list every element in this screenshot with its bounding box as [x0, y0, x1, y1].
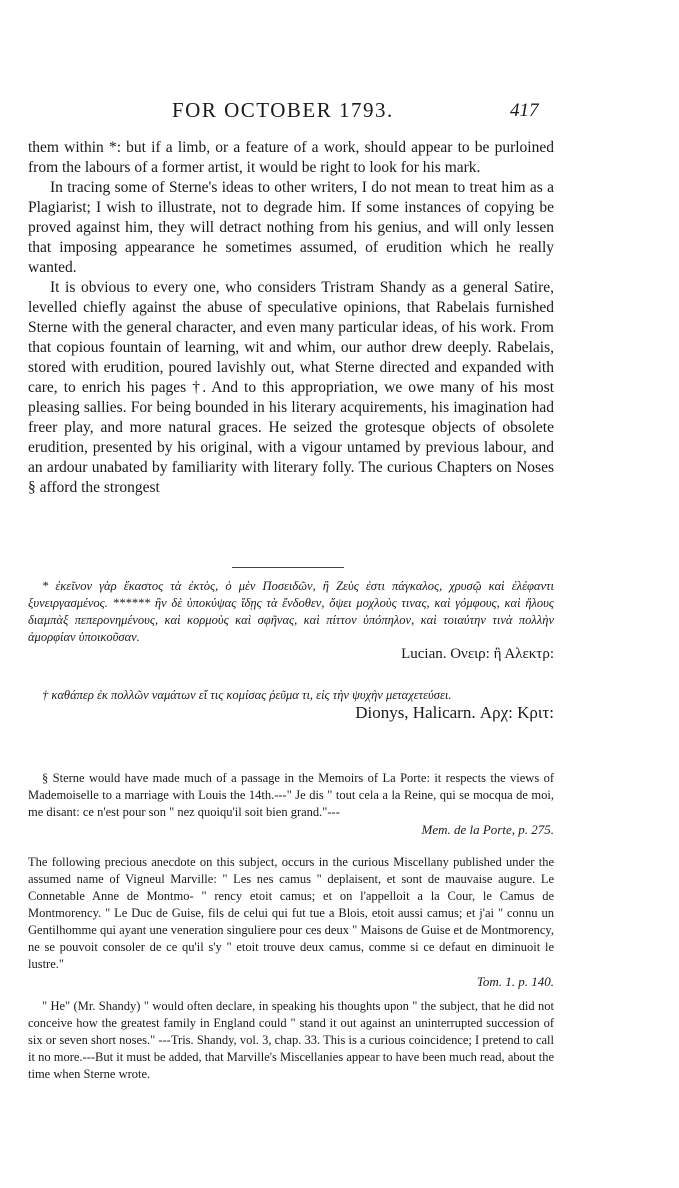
- paragraph: them within *: but if a limb, or a feature of a work, should appear to be purloined from the labours of a former artist, it would be right to look for his mark.: [28, 139, 554, 176]
- footnote-dionysius: [28, 687, 554, 721]
- footnote-source: Mem. de la Porte, p. 275.: [421, 822, 554, 837]
- page-header: [0, 98, 679, 128]
- footnote-divider: [232, 567, 344, 568]
- running-head: FOR OCTOBER 1793.: [172, 98, 394, 122]
- footnote-text: § Sterne would have made much of a passage in the Memoirs of La Porte: it respects the views of Mademoiselle to a marriage with Louis the 14th.---" Je dis " tout cela a la Reine, qui se mocqua de moi, me disant: ce n'est pour son " nez quoiqu'il soit bien grand."---: [28, 771, 554, 819]
- footnote-text: " He" (Mr. Shandy) " would often declare, in speaking his thoughts upon " the subject, that he did not conceive how the greatest family in England could " stand it out against an uninterrupted succession of six or seven short noses." ---Tris. Shandy, vol. 3, chap. 33. This is a curious coincidence; I pretend to call it no more.---But it must be added, that Marville's Miscellanies appear to have been much read, about the time when Sterne wrote.: [28, 999, 554, 1081]
- footnote-source: Tom. 1. p. 140.: [476, 974, 554, 989]
- footnote-shandy: [28, 998, 554, 1083]
- footnote-source: Lucian. Ονειρ: ἢ Αλεκτρ:: [401, 646, 554, 662]
- paragraph: In tracing some of Sterne's ideas to other writers, I do not mean to treat him as a Plagiarist; I wish to illustrate, not to degrade him. If some instances of copying be proved against him, they will detract nothing from his genius, and will only lessen that imposing appearance he sometimes assumed, of erudition which he really wanted.: [28, 179, 554, 276]
- main-text: [28, 138, 554, 498]
- footnote-source: Dionys, Halicarn. Αρχ: Κριτ:: [355, 703, 554, 722]
- footnote-text: * ἐκεῖνον γὰρ ἕκαστος τὰ ἐκτὸς, ὁ μὲν Ποσειδῶν, ἢ Ζεὺς ἐστι πάγκαλος, χρυσῷ καὶ ἐλέφαντι ξυνειργασμένος. ****** ἢν δὲ ὑποκύψας ἴδῃς τὰ ἔνδοθεν, ὄψει μοχλοὺς τινας, καὶ γόμφους, καὶ ἥλους διαμπὰξ πεπερονημένους, καὶ κορμοὺς καὶ σφῆνας, καὶ πίττον ὑπόπηλον, καὶ τοιαύτην τινὰ πολλὴν ἀμορφίαν ὑποικοῦσαν.: [28, 579, 554, 644]
- paragraph: It is obvious to every one, who considers Tristram Shandy as a general Satire, levelled chiefly against the abuse of speculative opinions, that Rabelais furnished Sterne with the general character, and even many particular ideas, of his work. From that copious fountain of learning, wit and whim, our author drew deeply. Rabelais, stored with erudition, poured lavishly out, what Sterne directed and expanded with care, to enrich his pages †. And to this appropriation, we owe many of his most pleasing sallies. For being bounded in his literary acquirements, his imagination had freer play, and more natural graces. He seized the grotesque objects of obsolete erudition, presented by his original, with a vigour untamed by previous labour, and an ardour unabated by familiarity with literary folly. The curious Chapters on Noses § afford the strongest: [28, 279, 554, 496]
- footnote-marville: [28, 854, 554, 990]
- footnote-la-porte: [28, 770, 554, 838]
- footnote-text: The following precious anecdote on this subject, occurs in the curious Miscellany published under the assumed name of Vigneul Marville: " Les nes camus " deplaisent, et sont de mauvaise augure. Le Connetable Anne de Montmo- " rency etoit camus; et on l'appelloit a la Cour, le Camus de Montmorency. " Le Duc de Guise, fils de celui qui fut tue a Blois, etoit aussi camus; et j'ai " connu un Gentilhomme qui ayant une veneration singuliere pour ces deux " Maisons de Guise et de Montmorency, ne se pouvoit consoler de ce qu'il s'y " etoit trouve deux camus, comme si ce defaut en diminuoit le lustre.": [28, 855, 554, 971]
- page-number: 417: [510, 100, 539, 121]
- footnote-lucian: [28, 578, 554, 663]
- footnote-text: † καθάπερ ἐκ πολλῶν ναμάτων εἴ τις κομίσας ῥεῦμα τι, εἰς τὴν ψυχὴν μεταχετεύσει.: [42, 688, 452, 702]
